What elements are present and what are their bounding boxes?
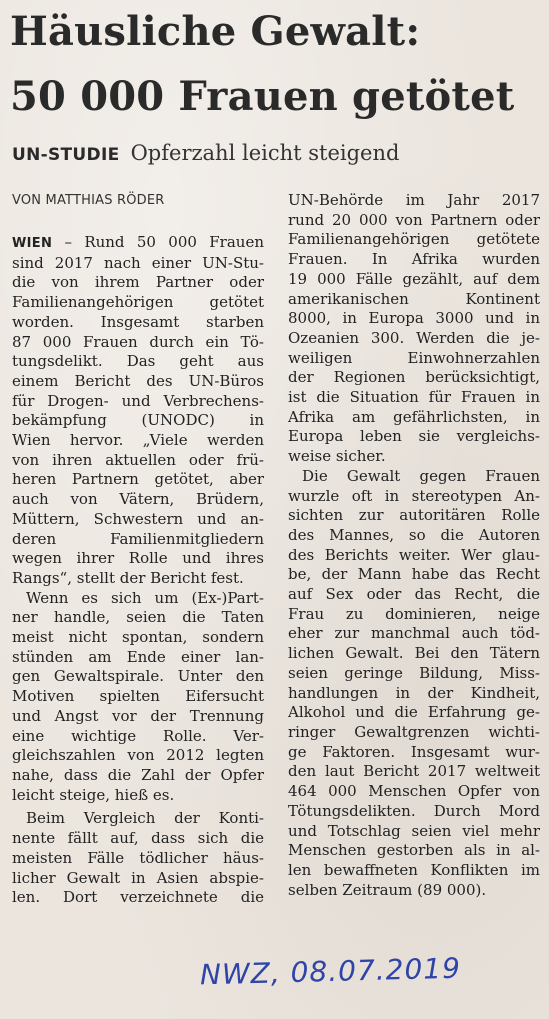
article-line: Müttern, Schwestern und an- — [12, 509, 264, 528]
article-line: 464 000 Menschen Opfer von — [288, 782, 540, 801]
article-line: len bewaffneten Konflikten im — [288, 860, 540, 879]
article-line: ist die Situation für Frauen in — [288, 388, 540, 407]
article-line: Wenn es sich um (Ex-)Part- — [26, 588, 264, 607]
article-line: auch von Vätern, Brüdern, — [12, 490, 264, 509]
article-line: weise sicher. — [288, 447, 386, 466]
article-line: handlungen in der Kindheit, — [288, 683, 540, 702]
article-line: selben Zeitraum (89 000). — [288, 880, 487, 899]
article-line: leicht steige, hieß es. — [12, 785, 175, 804]
article-line: rund 20 000 von Partnern oder — [288, 210, 540, 229]
article-line: 8000, in Europa 3000 und in — [288, 309, 540, 328]
headline-line-2: 50 000 Frauen getötet — [10, 73, 515, 120]
article-line: Motiven spielten Eifersucht — [12, 687, 264, 706]
article-line: tungsdelikt. Das geht aus — [12, 352, 264, 371]
article-line: lichen Gewalt. Bei den Tätern — [288, 644, 540, 663]
article-line: licher Gewalt in Asien abspie- — [12, 868, 264, 887]
kicker-subtitle: Opferzahl leicht steigend — [130, 141, 400, 165]
article-line: amerikanischen Kontinent — [288, 289, 540, 308]
article-line: des Mannes, so die Autoren — [288, 525, 540, 544]
article-line: und Angst vor der Trennung — [12, 706, 264, 725]
handwritten-annotation: NWZ, 08.07.2019 — [199, 951, 462, 992]
article-line: nahe, dass die Zahl der Opfer — [12, 765, 264, 784]
dateline: WIEN — [12, 236, 53, 251]
article-line: des Berichts weiter. Wer glau- — [288, 545, 540, 564]
article-line: Familienangehörigen getötet — [12, 293, 264, 312]
article-line: 87 000 Frauen durch ein Tö- — [12, 332, 264, 351]
article-line: ner handle, seien die Taten — [12, 608, 264, 627]
article-line: Frauen. In Afrika wurden — [288, 250, 540, 269]
article-line: ge Faktoren. Insgesamt wur- — [288, 742, 540, 761]
article-line: worden. Insgesamt starben — [12, 312, 264, 331]
article-line: Tötungsdelikten. Durch Mord — [288, 801, 540, 820]
article-line: Alkohol und die Erfahrung ge- — [288, 703, 540, 722]
article-line: für Drogen- und Verbrechens- — [12, 391, 264, 410]
article-line: eher zur manchmal auch töd- — [288, 624, 540, 643]
article-line: Rangs“, stellt der Bericht fest. — [12, 568, 244, 587]
article-line: be, der Mann habe das Recht — [288, 565, 540, 584]
article-line: nente fällt auf, dass sich die — [12, 829, 264, 848]
article-line: seien geringe Bildung, Miss- — [288, 663, 540, 682]
article-column-2 — [288, 191, 540, 900]
article-line: Die Gewalt gegen Frauen — [302, 466, 540, 485]
article-line: Frau zu dominieren, neige — [288, 604, 540, 623]
kicker-tag: UN-STUDIE — [12, 145, 120, 165]
headline-line-1: Häusliche Gewalt: — [10, 8, 421, 55]
article-line: Familienangehörigen getötete — [288, 230, 540, 249]
article-line: meist nicht spontan, sondern — [12, 628, 264, 647]
article-line: stünden am Ende einer lan- — [12, 647, 264, 666]
article-line: wurzle oft in stereotypen An- — [288, 486, 540, 505]
article-line: UN-Behörde im Jahr 2017 — [288, 191, 540, 209]
byline: VON MATTHIAS RÖDER — [12, 193, 165, 208]
article-line: len. Dort verzeichnete die — [12, 888, 264, 907]
article-line: wegen ihrer Rolle und ihres — [12, 549, 264, 568]
article-line: deren Familienmitgliedern — [12, 529, 264, 548]
article-line: bekämpfung (UNODC) in — [12, 411, 264, 430]
article-line: Menschen gestorben als in al- — [288, 841, 540, 860]
article-line: ringer Gewaltgrenzen wichti- — [288, 722, 540, 741]
article-line: Europa leben sie vergleichs- — [288, 427, 540, 446]
article-line: Afrika am gefährlichsten, in — [288, 407, 540, 426]
article-line: einem Bericht des UN-Büros — [12, 371, 264, 390]
article-line: auf Sex oder das Recht, die — [288, 585, 540, 604]
article-line: sichten zur autoritären Rolle — [288, 506, 540, 525]
article-line: gleichszahlen von 2012 legten — [12, 746, 264, 765]
article-line: eine wichtige Rolle. Ver- — [12, 726, 264, 745]
article-line: der Regionen berücksichtigt, — [288, 368, 540, 387]
article-line: von ihren aktuellen oder frü- — [12, 450, 264, 469]
kicker — [12, 141, 399, 165]
article-line: Beim Vergleich der Konti- — [26, 809, 264, 828]
article-line: gen Gewaltspirale. Unter den — [12, 667, 264, 686]
article-line: und Totschlag seien viel mehr — [288, 821, 540, 840]
article-line: die von ihrem Partner oder — [12, 273, 264, 292]
lead-text: – Rund 50 000 Frauen — [52, 233, 264, 251]
article-line: den laut Bericht 2017 weltweit — [288, 762, 540, 781]
article-column-1 — [12, 233, 264, 908]
article-line: Wien hervor. „Viele werden — [12, 431, 264, 450]
article-line: sind 2017 nach einer UN-Stu- — [12, 253, 264, 272]
article-line: weiligen Einwohnerzahlen — [288, 348, 540, 367]
article-line: heren Partnern getötet, aber — [12, 470, 264, 489]
article-line — [12, 233, 264, 254]
article-line: Ozeanien 300. Werden die je- — [288, 328, 540, 347]
article-line: 19 000 Fälle gezählt, auf dem — [288, 269, 540, 288]
article-line: meisten Fälle tödlicher häus- — [12, 848, 264, 867]
